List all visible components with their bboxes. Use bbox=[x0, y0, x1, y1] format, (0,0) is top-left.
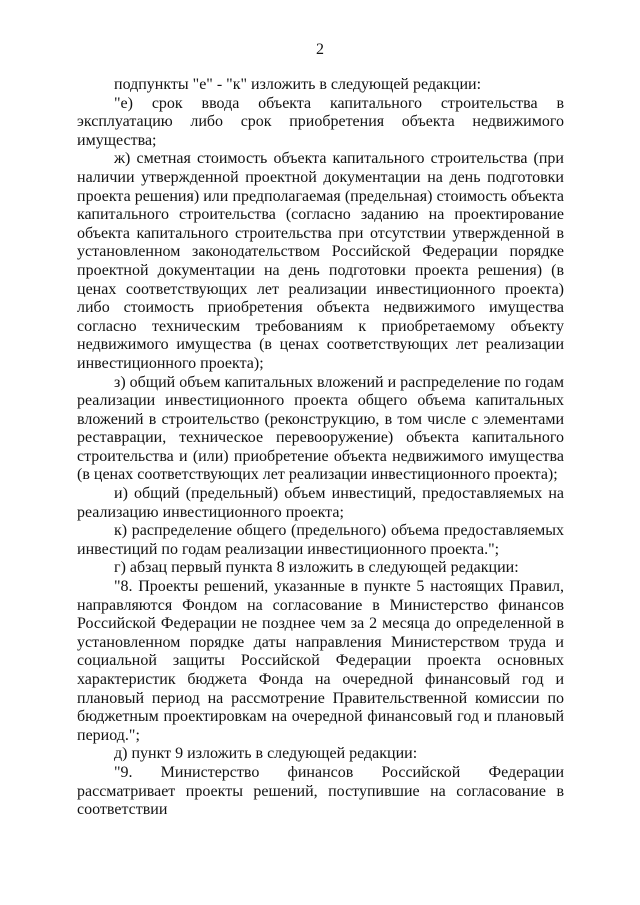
paragraph-intro: подпункты "е" - "к" изложить в следующей редакции: bbox=[114, 76, 482, 93]
paragraph-item-d: д) пункт 9 изложить в следующей редакции: bbox=[114, 745, 418, 763]
paragraph-subitem-k: к) распределение общего (предельного) объема предоставляемых инвестиций по годам реализации инвестиционного проекта."; bbox=[77, 522, 564, 558]
paragraph-subitem-zh: ж) сметная стоимость объекта капитального строительства (при наличии утвержденной проектной документации на день подготовки проекта решения) или предполагаемая (предельная) стоимость объекта капитального строительства (согласно заданию на проектирование объекта капитального строительства при отсутствии утвержденной в установленном законодательством Российской Федерации порядке проектной документации на день подготовки проекта решения) (в ценах соответствующих лет реализации инвестиционного проекта) либо стоимость приобретения объекта недвижимого имущества согласно техническим требованиям к приобретаемому объекту недвижимого имущества (в ценах соответствующих лет реализации инвестиционного проекта); bbox=[77, 150, 564, 372]
document-body bbox=[77, 76, 564, 820]
paragraph-subitem-i: и) общий (предельный) объем инвестиций, предоставляемых на реализацию инвестиционного проекта; bbox=[77, 485, 564, 521]
paragraph-point-8: "8. Проекты решений, указанные в пункте 5 настоящих Правил, направляются Фондом на согласование в Министерство финансов Российской Федерации не позднее чем за 2 месяца до определенной в установленном порядке даты направления Министерством труда и социальной защиты Российской Федерации проекта основных характеристик бюджета Фонда на очередной финансовый год и плановый период на рассмотрение Правительственной комиссии по бюджетным проектировкам на очередной финансовый год и плановый период."; bbox=[77, 578, 564, 744]
paragraph-subitem-e: "е) срок ввода объекта капитального строительства в эксплуатацию либо срок приобретения объекта недвижимого имущества; bbox=[77, 94, 564, 149]
page-number: 2 bbox=[316, 41, 324, 58]
paragraph-point-9: "9. Министерство финансов Российской Федерации рассматривает проекты решений, поступившие на согласование в соответствии bbox=[77, 763, 564, 819]
paragraph-item-g: г) абзац первый пункта 8 изложить в следующей редакции: bbox=[114, 559, 519, 577]
paragraph-subitem-z: з) общий объем капитальных вложений и распределение по годам реализации инвестиционного проекта общего объема капитальных вложений в строительство (реконструкцию, в том числе с элементами реставрации, техническое перевооружение) объекта капитального строительства и (или) приобретение объекта недвижимого имущества (в ценах соответствующих лет реализации инвестиционного проекта); bbox=[77, 373, 565, 484]
